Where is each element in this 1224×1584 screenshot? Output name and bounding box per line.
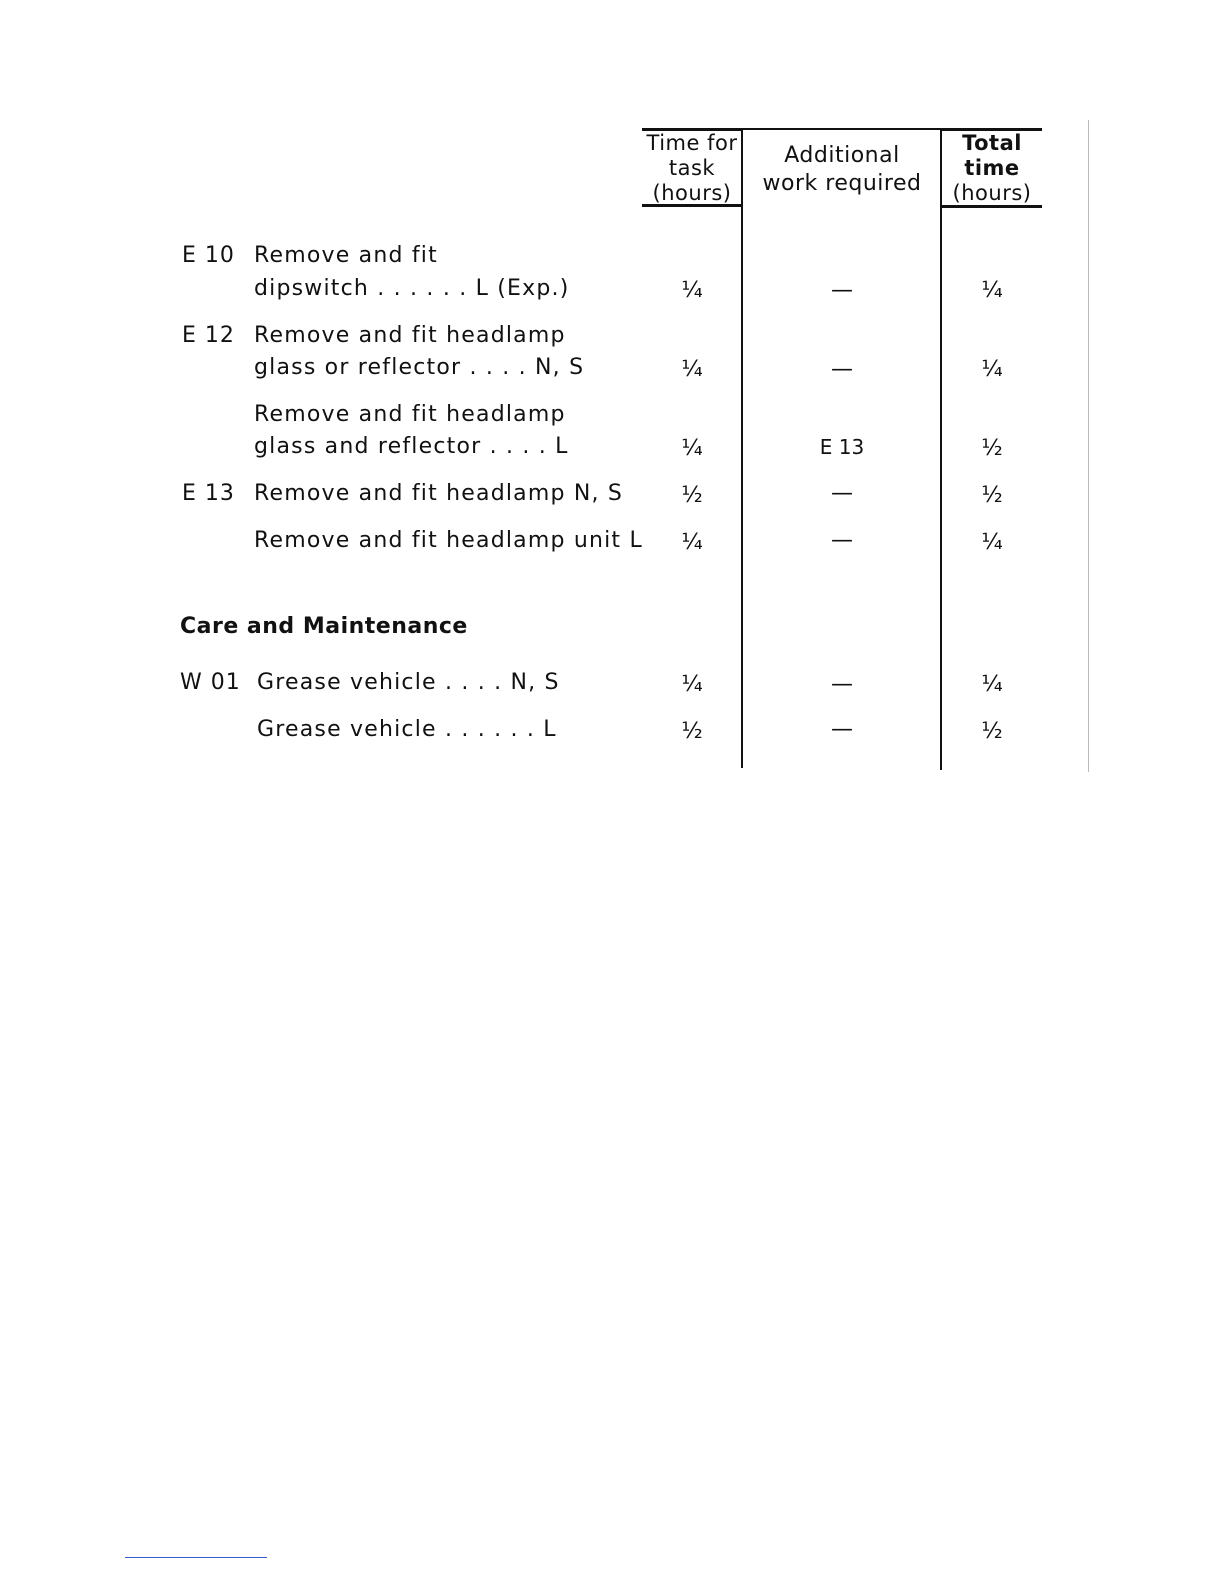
row-time: ¼	[681, 436, 703, 461]
row-description-line2: glass or reflector . . . . N, S	[254, 355, 585, 380]
row-code: E 12	[182, 323, 235, 348]
row-total: ¼	[981, 278, 1003, 303]
row-code: W 01	[180, 670, 241, 695]
header-time-line2: task	[668, 156, 716, 180]
header-time-line1: Time for	[646, 131, 738, 155]
header-top-rule-additional	[742, 128, 942, 130]
row-code: E 13	[182, 481, 235, 506]
row-time: ¼	[681, 672, 703, 697]
row-time: ¼	[681, 530, 703, 555]
header-additional-line2: work required	[762, 171, 922, 196]
header-additional-work	[742, 142, 942, 198]
footnote-rule	[125, 1557, 267, 1558]
header-additional-line1: Additional	[784, 143, 900, 168]
header-total-line1: Total	[962, 131, 1022, 155]
row-additional: —	[831, 528, 853, 553]
page-margin-rule	[1088, 120, 1089, 772]
section-title: Care and Maintenance	[180, 614, 468, 639]
row-additional: —	[831, 672, 853, 697]
row-time: ½	[681, 719, 703, 744]
header-total-line3: (hours)	[952, 181, 1032, 205]
row-total: ¼	[981, 672, 1003, 697]
row-total: ½	[981, 719, 1003, 744]
header-total-line2: time	[964, 156, 1020, 180]
header-time-line3: (hours)	[652, 181, 732, 205]
row-description-line1: Remove and fit headlamp	[254, 402, 566, 427]
header-total-time	[942, 131, 1042, 206]
row-total: ¼	[981, 530, 1003, 555]
row-total: ½	[981, 436, 1003, 461]
row-description-line2: glass and reflector . . . . L	[254, 434, 569, 459]
row-time: ¼	[681, 357, 703, 382]
row-description-line1: Remove and fit headlamp	[254, 323, 566, 348]
row-description-line2: dipswitch . . . . . . L (Exp.)	[254, 276, 570, 301]
row-additional: —	[831, 278, 853, 303]
row-additional: —	[831, 357, 853, 382]
row-description-line1: Grease vehicle . . . . . . L	[257, 717, 557, 742]
row-additional: —	[831, 481, 853, 506]
row-time: ¼	[681, 278, 703, 303]
row-description-line1: Remove and fit headlamp N, S	[254, 481, 624, 506]
row-total: ¼	[981, 357, 1003, 382]
row-code: E 10	[182, 243, 235, 268]
row-description-line1: Grease vehicle . . . . N, S	[257, 670, 560, 695]
row-description-line1: Remove and fit	[254, 243, 438, 268]
row-additional: —	[831, 717, 853, 742]
row-time: ½	[681, 483, 703, 508]
row-additional: E 13	[819, 435, 865, 459]
row-description-line1: Remove and fit headlamp unit L	[254, 528, 643, 553]
row-total: ½	[981, 483, 1003, 508]
header-time-for-task	[642, 131, 742, 206]
